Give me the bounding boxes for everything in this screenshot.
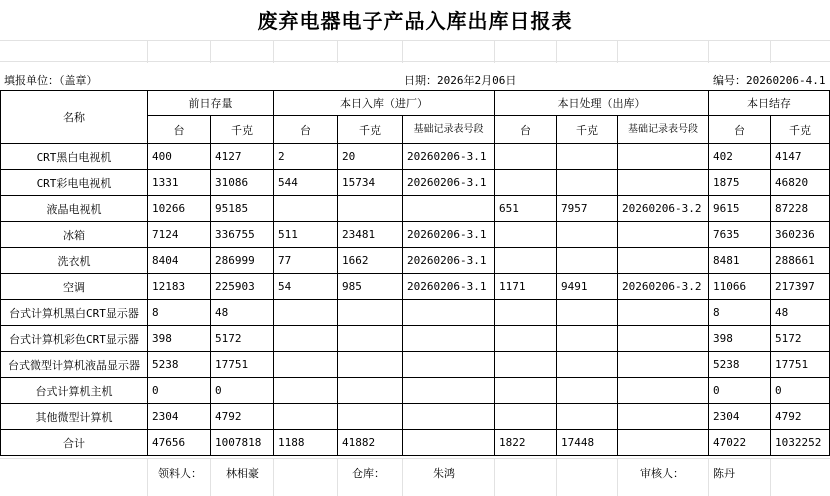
grid-line: [708, 41, 709, 63]
prev-units-cell: 2304: [148, 404, 211, 430]
in-record-cell: [403, 404, 495, 430]
header-prev-stock: 前日存量: [148, 91, 274, 116]
proc-record-cell: 20260206-3.2: [618, 274, 709, 300]
proc-kg-cell: [557, 326, 618, 352]
end-kg-cell: 288661: [771, 248, 830, 274]
prev-units-cell: 12183: [148, 274, 211, 300]
prev-kg-cell: 286999: [211, 248, 274, 274]
in-units-cell: [274, 352, 338, 378]
grid-line: [147, 41, 148, 63]
in-units-cell: 511: [274, 222, 338, 248]
end-units-cell: 398: [709, 326, 771, 352]
grid-line: [708, 459, 709, 496]
prev-kg-cell: 1007818: [211, 430, 274, 456]
grid-line: [494, 41, 495, 63]
end-kg-cell: 217397: [771, 274, 830, 300]
blank-spreadsheet-row: [0, 40, 830, 62]
proc-kg-cell: 9491: [557, 274, 618, 300]
header-name: 名称: [1, 91, 148, 144]
receiver-label: 领料人：: [158, 467, 202, 480]
grid-line: [617, 41, 618, 63]
grid-line: [402, 41, 403, 63]
prev-kg-cell: 4792: [211, 404, 274, 430]
proc-kg-cell: [557, 170, 618, 196]
in-kg-cell: [338, 404, 403, 430]
end-units-cell: 9615: [709, 196, 771, 222]
prev-kg-cell: 5172: [211, 326, 274, 352]
in-record-cell: 20260206-3.1: [403, 222, 495, 248]
grid-line: [210, 41, 211, 63]
proc-record-cell: [618, 222, 709, 248]
end-kg-cell: 5172: [771, 326, 830, 352]
end-units-cell: 5238: [709, 352, 771, 378]
header-prev-units: 台: [148, 116, 211, 144]
auditor-name: 陈丹: [713, 467, 735, 480]
prev-units-cell: 10266: [148, 196, 211, 222]
proc-units-cell: [495, 222, 557, 248]
proc-kg-cell: 17448: [557, 430, 618, 456]
header-prev-kg: 千克: [211, 116, 274, 144]
in-units-cell: 77: [274, 248, 338, 274]
proc-record-cell: [618, 144, 709, 170]
in-kg-cell: 41882: [338, 430, 403, 456]
end-units-cell: 8: [709, 300, 771, 326]
table-row: [1, 378, 830, 404]
in-record-cell: 20260206-3.1: [403, 248, 495, 274]
in-units-cell: [274, 404, 338, 430]
grid-line: [494, 459, 495, 496]
in-record-cell: 20260206-3.1: [403, 274, 495, 300]
end-kg-cell: 48: [771, 300, 830, 326]
end-units-cell: 402: [709, 144, 771, 170]
header-in-record: 基础记录表号段: [403, 116, 495, 144]
in-units-cell: 544: [274, 170, 338, 196]
report-date: 日期：2026年2月06日: [404, 74, 517, 87]
end-units-cell: 0: [709, 378, 771, 404]
prev-kg-cell: 4127: [211, 144, 274, 170]
table-row: [1, 300, 830, 326]
report-number: 编号：20260206-4.1: [713, 74, 826, 87]
prev-units-cell: 8404: [148, 248, 211, 274]
end-kg-cell: 0: [771, 378, 830, 404]
in-kg-cell: 23481: [338, 222, 403, 248]
proc-units-cell: [495, 378, 557, 404]
proc-kg-cell: [557, 144, 618, 170]
in-units-cell: 1188: [274, 430, 338, 456]
in-record-cell: [403, 300, 495, 326]
proc-kg-cell: [557, 378, 618, 404]
grid-line: [556, 459, 557, 496]
table-row: [1, 404, 830, 430]
in-record-cell: [403, 378, 495, 404]
proc-units-cell: [495, 326, 557, 352]
grid-line: [770, 459, 771, 496]
end-units-cell: 47022: [709, 430, 771, 456]
item-name-cell: 空调: [1, 274, 148, 300]
grid-line: [556, 41, 557, 63]
proc-units-cell: 1171: [495, 274, 557, 300]
end-kg-cell: 4147: [771, 144, 830, 170]
proc-kg-cell: 7957: [557, 196, 618, 222]
prev-units-cell: 7124: [148, 222, 211, 248]
item-name-cell: 合计: [1, 430, 148, 456]
in-record-cell: 20260206-3.1: [403, 144, 495, 170]
proc-units-cell: [495, 248, 557, 274]
prev-units-cell: 400: [148, 144, 211, 170]
in-kg-cell: 20: [338, 144, 403, 170]
grid-line: [273, 459, 274, 496]
prev-units-cell: 398: [148, 326, 211, 352]
proc-kg-cell: [557, 404, 618, 430]
report-title: 废弃电器电子产品入库出库日报表: [257, 9, 573, 33]
proc-record-cell: [618, 248, 709, 274]
total-row: [1, 430, 830, 456]
item-name-cell: CRT黑白电视机: [1, 144, 148, 170]
header-row-1: [1, 91, 830, 116]
end-kg-cell: 46820: [771, 170, 830, 196]
in-kg-cell: 1662: [338, 248, 403, 274]
grid-line: [770, 41, 771, 63]
in-kg-cell: [338, 300, 403, 326]
end-units-cell: 11066: [709, 274, 771, 300]
prev-units-cell: 5238: [148, 352, 211, 378]
in-units-cell: [274, 378, 338, 404]
table-row: [1, 274, 830, 300]
in-kg-cell: [338, 378, 403, 404]
in-record-cell: [403, 430, 495, 456]
grid-line: [337, 41, 338, 63]
grid-line: [147, 459, 148, 496]
end-kg-cell: 4792: [771, 404, 830, 430]
prev-kg-cell: 31086: [211, 170, 274, 196]
header-end-kg: 千克: [771, 116, 830, 144]
prev-kg-cell: 48: [211, 300, 274, 326]
end-units-cell: 2304: [709, 404, 771, 430]
prev-units-cell: 1331: [148, 170, 211, 196]
end-kg-cell: 1032252: [771, 430, 830, 456]
report-table: [0, 90, 830, 456]
prev-kg-cell: 95185: [211, 196, 274, 222]
end-kg-cell: 17751: [771, 352, 830, 378]
item-name-cell: 冰箱: [1, 222, 148, 248]
in-record-cell: 20260206-3.1: [403, 170, 495, 196]
item-name-cell: 台式计算机主机: [1, 378, 148, 404]
proc-units-cell: 651: [495, 196, 557, 222]
end-units-cell: 1875: [709, 170, 771, 196]
proc-kg-cell: [557, 300, 618, 326]
proc-record-cell: [618, 300, 709, 326]
item-name-cell: CRT彩电电视机: [1, 170, 148, 196]
table-row: [1, 352, 830, 378]
item-name-cell: 台式计算机黑白CRT显示器: [1, 300, 148, 326]
in-kg-cell: 15734: [338, 170, 403, 196]
warehouse-name: 朱鸿: [433, 467, 455, 480]
header-proc-kg: 千克: [557, 116, 618, 144]
proc-kg-cell: [557, 248, 618, 274]
end-units-cell: 8481: [709, 248, 771, 274]
proc-record-cell: [618, 378, 709, 404]
table-row: [1, 170, 830, 196]
grid-line: [337, 459, 338, 496]
prev-units-cell: 8: [148, 300, 211, 326]
header-proc-record: 基础记录表号段: [618, 116, 709, 144]
end-kg-cell: 87228: [771, 196, 830, 222]
receiver-name: 林相豪: [226, 467, 259, 480]
header-end-units: 台: [709, 116, 771, 144]
in-kg-cell: [338, 196, 403, 222]
proc-units-cell: 1822: [495, 430, 557, 456]
header-end-stock: 本日结存: [709, 91, 830, 116]
prev-kg-cell: 225903: [211, 274, 274, 300]
header-processed: 本日处理（出库）: [495, 91, 709, 116]
header-in-units: 台: [274, 116, 338, 144]
proc-units-cell: [495, 144, 557, 170]
item-name-cell: 台式计算机彩色CRT显示器: [1, 326, 148, 352]
proc-kg-cell: [557, 222, 618, 248]
grid-line: [210, 459, 211, 496]
end-units-cell: 7635: [709, 222, 771, 248]
in-kg-cell: [338, 352, 403, 378]
proc-kg-cell: [557, 352, 618, 378]
in-units-cell: 2: [274, 144, 338, 170]
table-row: [1, 144, 830, 170]
item-name-cell: 洗衣机: [1, 248, 148, 274]
grid-line: [402, 459, 403, 496]
proc-record-cell: 20260206-3.2: [618, 196, 709, 222]
header-proc-units: 台: [495, 116, 557, 144]
table-row: [1, 326, 830, 352]
proc-units-cell: [495, 352, 557, 378]
prev-units-cell: 47656: [148, 430, 211, 456]
prev-units-cell: 0: [148, 378, 211, 404]
table-row: [1, 248, 830, 274]
auditor-label: 审核人：: [640, 467, 684, 480]
proc-record-cell: [618, 352, 709, 378]
warehouse-label: 仓库：: [352, 467, 385, 480]
proc-units-cell: [495, 300, 557, 326]
in-units-cell: 54: [274, 274, 338, 300]
proc-record-cell: [618, 326, 709, 352]
in-record-cell: [403, 352, 495, 378]
prev-kg-cell: 17751: [211, 352, 274, 378]
in-record-cell: [403, 326, 495, 352]
prev-kg-cell: 0: [211, 378, 274, 404]
item-name-cell: 液晶电视机: [1, 196, 148, 222]
in-record-cell: [403, 196, 495, 222]
reporting-unit-label: 填报单位：（盖章）: [4, 74, 98, 87]
proc-units-cell: [495, 170, 557, 196]
proc-record-cell: [618, 170, 709, 196]
in-units-cell: [274, 300, 338, 326]
proc-units-cell: [495, 404, 557, 430]
item-name-cell: 台式微型计算机液晶显示器: [1, 352, 148, 378]
end-kg-cell: 360236: [771, 222, 830, 248]
in-kg-cell: 985: [338, 274, 403, 300]
signature-footer: [0, 458, 830, 496]
proc-record-cell: [618, 430, 709, 456]
header-inbound: 本日入库（进厂）: [274, 91, 495, 116]
grid-line: [273, 41, 274, 63]
table-row: [1, 196, 830, 222]
proc-record-cell: [618, 404, 709, 430]
item-name-cell: 其他微型计算机: [1, 404, 148, 430]
prev-kg-cell: 336755: [211, 222, 274, 248]
header-in-kg: 千克: [338, 116, 403, 144]
in-kg-cell: [338, 326, 403, 352]
in-units-cell: [274, 326, 338, 352]
in-units-cell: [274, 196, 338, 222]
grid-line: [617, 459, 618, 496]
table-row: [1, 222, 830, 248]
